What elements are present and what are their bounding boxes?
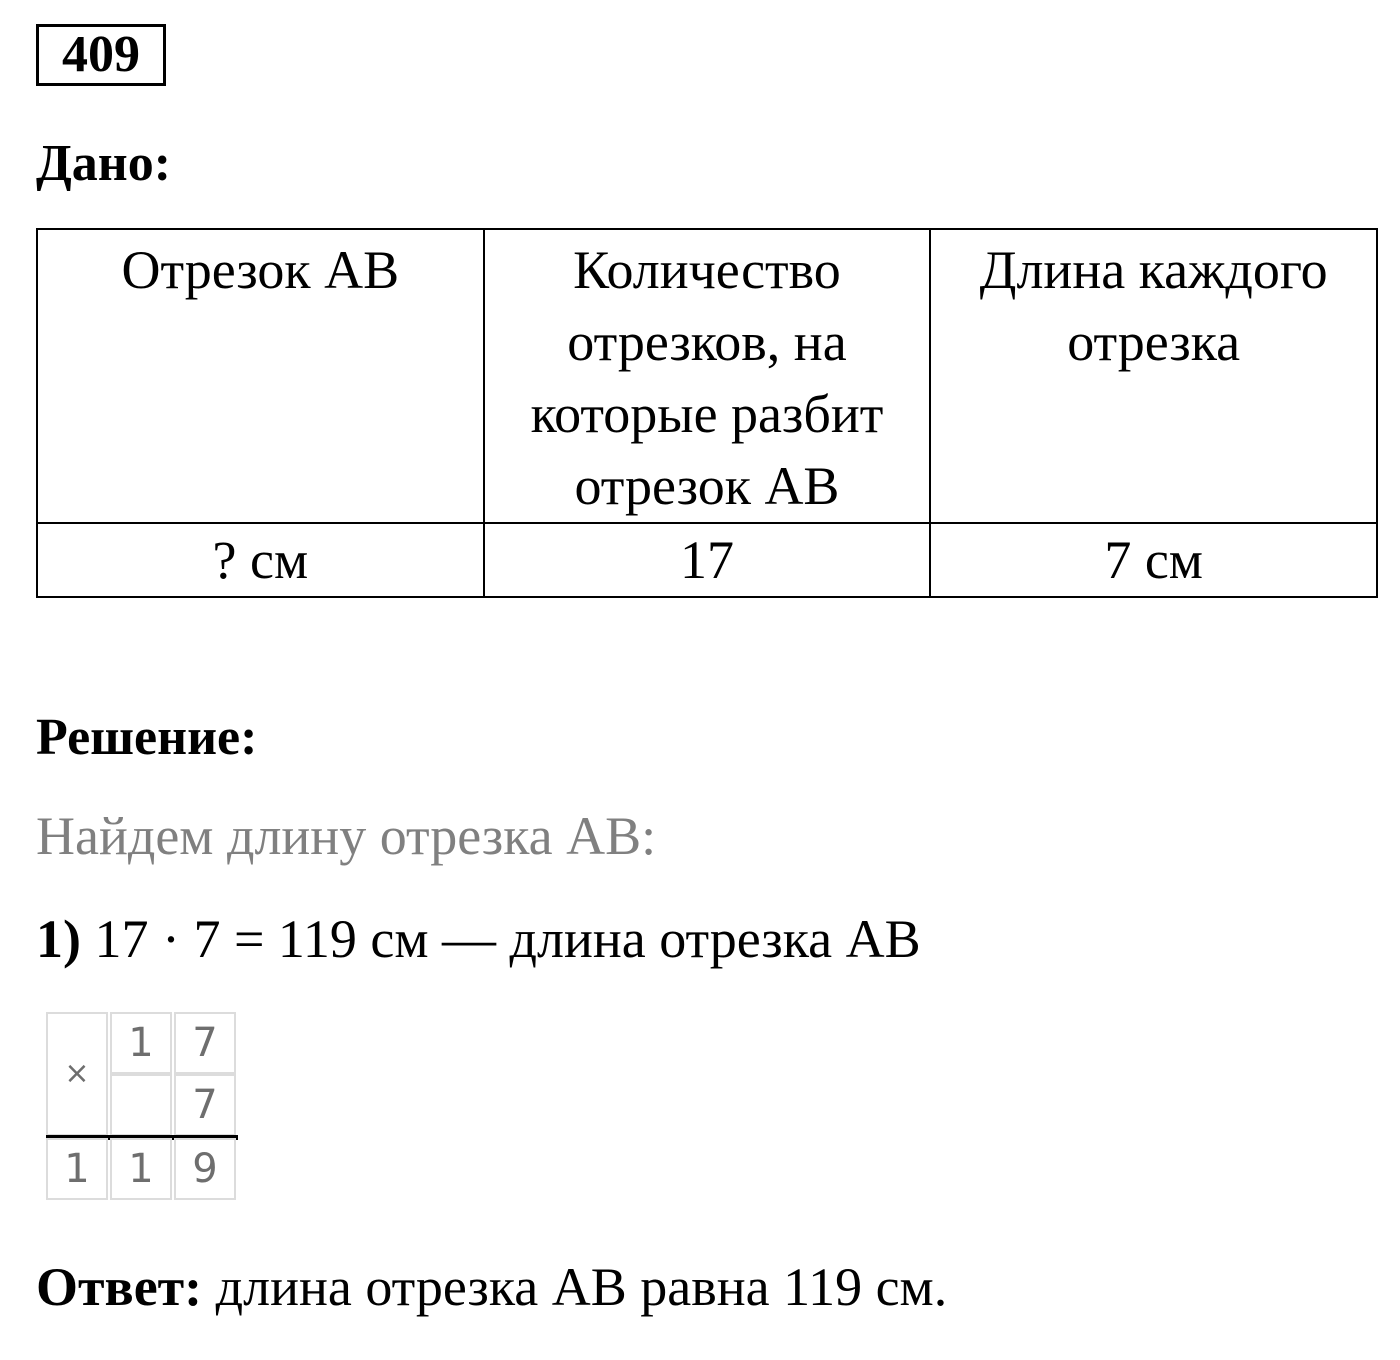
answer xyxy=(36,1252,947,1322)
table-cell: ? см xyxy=(37,523,484,597)
table-row xyxy=(37,523,1377,597)
step-label: 1) xyxy=(36,909,81,969)
column-multiplication xyxy=(46,1012,238,1200)
table-header-cell: Отрезок АВ xyxy=(37,229,484,523)
solution-step xyxy=(36,904,921,974)
table-cell: 17 xyxy=(484,523,931,597)
calc-cell: 1 xyxy=(46,1138,108,1200)
calc-cell: 9 xyxy=(174,1138,236,1200)
table-cell: 7 см xyxy=(930,523,1377,597)
given-heading: Дано: xyxy=(36,135,172,192)
calc-cell: 7 xyxy=(174,1074,236,1136)
given-table xyxy=(36,228,1378,598)
calc-cell: 1 xyxy=(110,1012,172,1074)
calc-cell: 1 xyxy=(110,1138,172,1200)
instruction-text: Найдем длину отрезка АВ: xyxy=(36,806,657,866)
task-number: 409 xyxy=(36,24,166,86)
answer-text: длина отрезка АВ равна 119 см. xyxy=(215,1257,948,1317)
answer-label: Ответ: xyxy=(36,1257,203,1317)
multiply-sign: × xyxy=(46,1012,108,1136)
table-header-cell: Количество отрезков, на которые разбит отрезок АВ xyxy=(484,229,931,523)
table-header-row xyxy=(37,229,1377,523)
solution-heading: Решение: xyxy=(36,709,258,766)
calc-cell xyxy=(110,1074,172,1136)
table-header-cell: Длина каждого отрезка xyxy=(930,229,1377,523)
step-text: 17 · 7 = 119 см — длина отрезка АВ xyxy=(94,909,921,969)
calc-cell: 7 xyxy=(174,1012,236,1074)
